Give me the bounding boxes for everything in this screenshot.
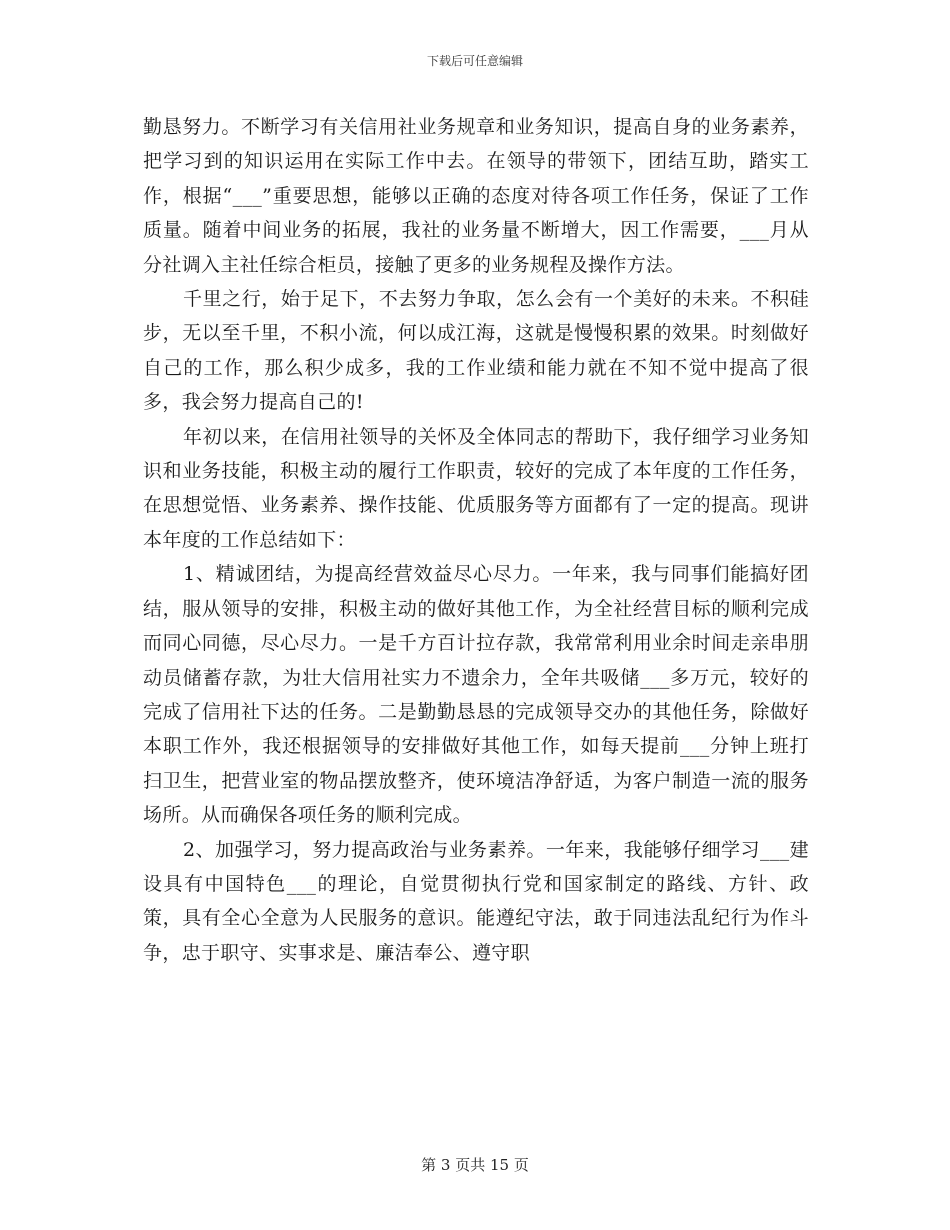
paragraph-3: 年初以来，在信用社领导的关怀及全体同志的帮助下，我仔细学习业务知识和业务技能，积极主动的履行工作职责，较好的完成了本年度的工作任务，在思想觉悟、业务素养、操作技能、优质服务等方面都有了一定的提高。现讲本年度的工作总结如下： xyxy=(143,425,809,551)
page-header: 下载后可任意编辑 xyxy=(426,54,523,68)
page-footer: 第 3 页共 15 页 xyxy=(421,1156,529,1174)
paragraph-4: 1、精诚团结，为提高经营效益尽心尽力。一年来，我与同事们能搞好团结，服从领导的安排，积极主动的做好其他工作，为全社经营目标的顺利完成而同心同德，尽心尽力。一是千方百计拉存款，我常常利用业余时间走亲串朋动员储蓄存款，为壮大信用社实力不遗余力，全年共吸储___多万元，较好的完成了信用社下达的任务。二是勤勤恳恳的完成领导交办的其他任务，除做好本职工作外，我还根据领导的安排做好其他工作，如每天提前___分钟上班打扫卫生，把营业室的物品摆放整齐，使环境洁净舒适，为客户制造一流的服务场所。从而确保各项任务的顺利完成。 xyxy=(143,563,809,827)
paragraph-1: 勤恳努力。不断学习有关信用社业务规章和业务知识，提高自身的业务素养，把学习到的知识运用在实际工作中去。在领导的带领下，团结互助，踏实工作，根据“___”重要思想，能够以正确的态度对待各项工作任务，保证了工作质量。随着中间业务的拓展，我社的业务量不断增大，因工作需要，___月从分社调入主社任综合柜员，接触了更多的业务规程及操作方法。 xyxy=(143,116,809,276)
paragraph-5: 2、加强学习，努力提高政治与业务素养。一年来，我能够仔细学习___建设具有中国特色___的理论，自觉贯彻执行党和国家制定的路线、方针、政策，具有全心全意为人民服务的意识。能遵纪守法，敢于同违法乱纪行为作斗争，忠于职守、实事求是、廉洁奉公、遵守职 xyxy=(143,838,809,964)
document-body xyxy=(143,110,809,970)
paragraph-2: 千里之行，始于足下，不去努力争取，怎么会有一个美好的未来。不积硅步，无以至千里，不积小流，何以成江海，这就是慢慢积累的效果。时刻做好自己的工作，那么积少成多，我的工作业绩和能力就在不知不觉中提高了很多，我会努力提高自己的! xyxy=(143,288,809,414)
